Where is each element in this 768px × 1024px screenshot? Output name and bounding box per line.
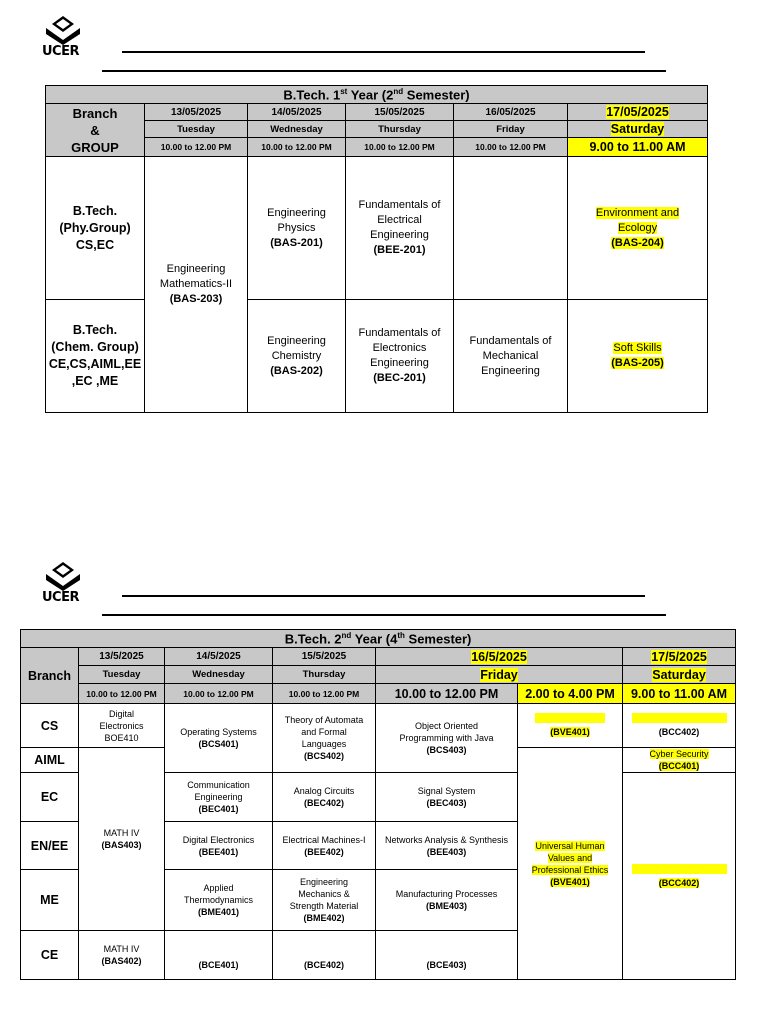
time-cell: 10.00 to 12.00 PM — [165, 684, 273, 704]
branch-phy-group: B.Tech. (Phy.Group) CS,EC — [46, 157, 145, 300]
ucer-logo — [42, 14, 86, 58]
day-cell: Friday — [454, 121, 568, 138]
first-year-timetable — [45, 85, 708, 413]
subject-engineering-mathematics: Engineering Mathematics-II (BAS-203) — [145, 157, 248, 413]
subject-electronics-engineering: Fundamentals of Electronics Engineering (BEC-201) — [346, 300, 454, 413]
day-cell: Saturday — [568, 121, 708, 138]
subject-engineering-mechanics: Engineering Mechanics & Strength Material (BME402) — [273, 870, 376, 931]
second-year-timetable — [20, 629, 736, 980]
subject-operating-systems: Operating Systems (BCS401) — [165, 704, 273, 773]
subject-engineering-chemistry: Engineering Chemistry (BAS-202) — [248, 300, 346, 413]
subject-electrical-engineering: Fundamentals of Electrical Engineering (BEE-201) — [346, 157, 454, 300]
subject-networks-analysis: Networks Analysis & Synthesis (BEE403) — [376, 822, 518, 870]
time-cell: 10.00 to 12.00 PM — [273, 684, 376, 704]
subject-bcc402-cs: (BCC402) — [623, 704, 736, 748]
day-cell: Thursday — [273, 666, 376, 684]
date-cell: 13/5/2025 — [79, 648, 165, 666]
branch-cs: CS — [21, 704, 79, 748]
date-cell: 13/05/2025 — [145, 104, 248, 121]
subject-theory-of-automata: Theory of Automata and Formal Languages (BCS402) — [273, 704, 376, 773]
branch-me: ME — [21, 870, 79, 931]
date-cell: 16/5/2025 — [376, 648, 623, 666]
date-cell: 14/5/2025 — [165, 648, 273, 666]
subject-cyber-security: Cyber Security (BCC401) — [623, 748, 736, 773]
time-cell: 10.00 to 12.00 PM — [79, 684, 165, 704]
date-cell: 17/5/2025 — [623, 648, 736, 666]
subject-math-iv-ce: MATH IV (BAS402) — [79, 931, 165, 980]
branch-aiml: AIML — [21, 748, 79, 773]
subject-analog-circuits: Analog Circuits (BEC402) — [273, 773, 376, 822]
time-cell: 10.00 to 12.00 PM — [145, 138, 248, 157]
table2-title: B.Tech. 2nd Year (4th Semester) — [21, 630, 736, 648]
time-cell: 10.00 to 12.00 PM — [376, 684, 518, 704]
time-cell: 2.00 to 4.00 PM — [518, 684, 623, 704]
subject-electrical-machines: Electrical Machines-I (BEE402) — [273, 822, 376, 870]
empty-cell — [454, 157, 568, 300]
table1-title: B.Tech. 1st Year (2nd Semester) — [46, 86, 708, 104]
day-cell: Wednesday — [165, 666, 273, 684]
subject-bce401: (BCE401) — [165, 931, 273, 980]
header-line-bottom — [102, 614, 666, 616]
subject-bcc402-others: (BCC402) — [623, 773, 736, 980]
time-cell: 9.00 to 11.00 AM — [623, 684, 736, 704]
branch-header: Branch — [21, 648, 79, 704]
ucer-logo — [42, 560, 86, 604]
subject-math-iv: MATH IV (BAS403) — [79, 748, 165, 931]
day-cell: Saturday — [623, 666, 736, 684]
date-cell: 16/05/2025 — [454, 104, 568, 121]
day-cell: Thursday — [346, 121, 454, 138]
subject-oop-java: Object Oriented Programming with Java (BCS403) — [376, 704, 518, 773]
subject-bve401-cs: (BVE401) — [518, 704, 623, 748]
subject-digital-electronics-cs: Digital Electronics BOE410 — [79, 704, 165, 748]
subject-communication-engineering: Communication Engineering (BEC401) — [165, 773, 273, 822]
ucer-brand: UCER — [42, 590, 79, 605]
time-cell: 10.00 to 12.00 PM — [346, 138, 454, 157]
date-cell: 14/05/2025 — [248, 104, 346, 121]
ucer-brand: UCER — [42, 44, 79, 59]
header-line-top — [122, 51, 645, 53]
header-line-bottom — [102, 70, 666, 72]
day-cell: Friday — [376, 666, 623, 684]
subject-soft-skills: Soft Skills (BAS-205) — [568, 300, 708, 413]
header-line-top — [122, 595, 645, 597]
subject-universal-human-values: Universal Human Values and Professional Ethics (BVE401) — [518, 748, 623, 980]
time-cell: 10.00 to 12.00 PM — [248, 138, 346, 157]
date-cell: 15/5/2025 — [273, 648, 376, 666]
branch-ec: EC — [21, 773, 79, 822]
branch-group-header: Branch & GROUP — [46, 104, 145, 157]
subject-manufacturing-processes: Manufacturing Processes (BME403) — [376, 870, 518, 931]
subject-bce402: (BCE402) — [273, 931, 376, 980]
subject-mechanical-engineering: Fundamentals of Mechanical Engineering — [454, 300, 568, 413]
date-cell: 15/05/2025 — [346, 104, 454, 121]
subject-signal-system: Signal System (BEC403) — [376, 773, 518, 822]
subject-applied-thermodynamics: Applied Thermodynamics (BME401) — [165, 870, 273, 931]
branch-ce: CE — [21, 931, 79, 980]
subject-bce403: (BCE403) — [376, 931, 518, 980]
branch-en-ee: EN/EE — [21, 822, 79, 870]
time-cell: 10.00 to 12.00 PM — [454, 138, 568, 157]
day-cell: Tuesday — [79, 666, 165, 684]
branch-chem-group: B.Tech. (Chem. Group) CE,CS,AIML,EE ,EC ,ME — [46, 300, 145, 413]
day-cell: Tuesday — [145, 121, 248, 138]
date-cell: 17/05/2025 — [568, 104, 708, 121]
time-cell: 9.00 to 11.00 AM — [568, 138, 708, 157]
subject-environment-ecology: Environment and Ecology (BAS-204) — [568, 157, 708, 300]
ucer-emblem-icon — [42, 560, 84, 592]
subject-engineering-physics: Engineering Physics (BAS-201) — [248, 157, 346, 300]
subject-digital-electronics-ee: Digital Electronics (BEE401) — [165, 822, 273, 870]
day-cell: Wednesday — [248, 121, 346, 138]
ucer-emblem-icon — [42, 14, 84, 46]
